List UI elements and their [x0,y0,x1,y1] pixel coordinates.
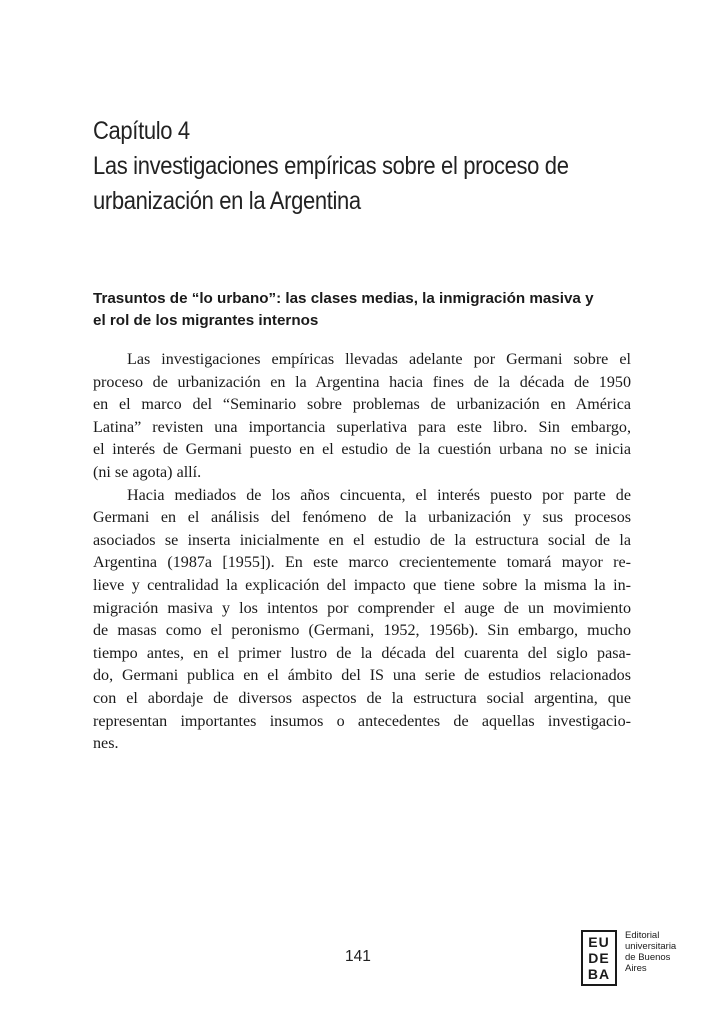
page-number: 141 [345,948,371,965]
text-line: tiempo antes, en el primer lustro de la década del cuarenta del siglo pasa- [93,644,631,662]
text-line: Germani en el análisis del fenómeno de la urbanización y sus procesos [93,509,631,527]
publisher-line: de Buenos [625,952,671,963]
text-line: nes. [93,735,119,753]
publisher-name [625,930,676,974]
text-line: asociados se inserta inicialmente en el estudio de la estructura social de la [93,531,631,549]
section-title [93,288,641,332]
text-line: el interés de Germani puesto en el estudio de la cuestión urbana no se inicia [93,441,631,459]
eudeba-logo [581,930,676,986]
text-line: do, Germani publica en el ámbito del IS una serie de estudios relacionados [93,667,631,685]
text-line: migración masiva y los intentos por comprender el auge de un movimiento [93,599,631,617]
chapter-number: Capítulo 4 [93,117,190,145]
paragraph [93,485,631,756]
logo-letters: DE [588,950,610,966]
text-line: representan importantes insumos o antecedentes de aquellas investigacio- [93,712,631,730]
chapter-heading [93,114,586,219]
text-line: Latina” revisten una importancia superlativa para este libro. Sin embargo, [93,418,631,436]
eudeba-logo-mark [581,930,617,986]
paragraph [93,349,631,485]
chapter-title-line: Las investigaciones empíricas sobre el proceso de [93,152,569,180]
text-line: proceso de urbanización en la Argentina hacia fines de la década de 1950 [93,373,631,391]
publisher-line: Editorial [625,930,660,941]
text-line: (ni se agota) allí. [93,463,202,481]
publisher-line: Aires [625,963,647,974]
text-line: Hacia mediados de los años cincuenta, el interés puesto por parte de [127,486,631,504]
text-line: con el abordaje de diversos aspectos de la estructura social argentina, que [93,689,631,707]
text-line: Las investigaciones empíricas llevadas adelante por Germani sobre el [127,351,631,368]
text-line: en el marco del “Seminario sobre problemas de urbanización en América [93,396,631,414]
text-line: lieve y centralidad la explicación del impacto que tiene sobre la misma la in- [93,576,631,594]
publisher-line: universitaria [625,941,677,952]
logo-letters: EU [588,934,610,950]
text-line: de masas como el peronismo (Germani, 1952, 1956b). Sin embargo, mucho [93,622,631,640]
section-title-line: el rol de los migrantes internos [93,312,319,329]
section-title-line: Trasuntos de “lo urbano”: las clases medias, la inmigración masiva y [93,290,594,307]
logo-letters: BA [587,966,611,982]
body-text [93,349,631,756]
chapter-title-line: urbanización en la Argentina [93,187,361,215]
text-line: Argentina (1987a [1955]). En este marco crecientemente tomará mayor re- [93,554,631,572]
